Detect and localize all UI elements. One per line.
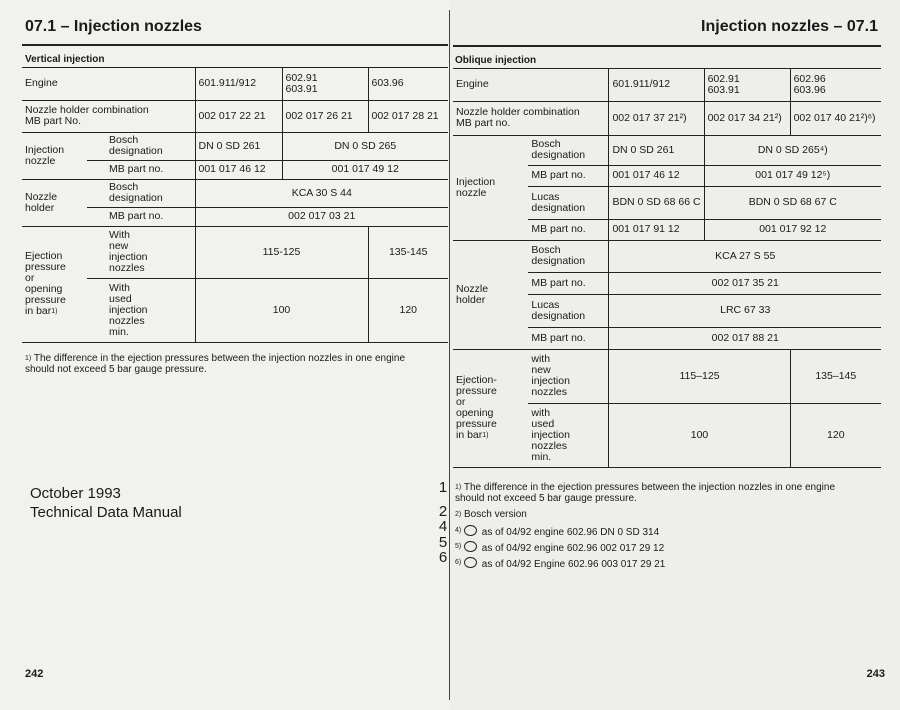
mercedes-benz-logo-icon xyxy=(464,541,477,552)
table-row xyxy=(453,135,881,165)
table-row xyxy=(453,240,881,272)
injection-nozzle-label: Injection nozzle xyxy=(22,132,87,179)
table-cell: DN 0 SD 261 xyxy=(195,132,282,160)
table-cell: BDN 0 SD 68 66 C xyxy=(609,186,704,219)
table-cell: 002 017 88 21 xyxy=(609,327,881,349)
table-cell: 001 017 49 12 xyxy=(282,160,448,179)
table-cell: BDN 0 SD 68 67 C xyxy=(704,186,881,219)
nozzle-holder-label: Nozzle holder xyxy=(453,240,528,349)
mb-part-no-label: MB part no. xyxy=(528,327,609,349)
table-cell: DN 0 SD 265⁴) xyxy=(704,135,881,165)
page-number: 242 xyxy=(25,668,44,680)
engine-value: 601.911/912 xyxy=(195,68,282,100)
table-cell: 002 017 26 21 xyxy=(282,100,368,132)
ejection-pressure-label xyxy=(453,349,528,467)
mercedes-benz-logo-icon xyxy=(464,557,477,568)
footnote-mark: 5) xyxy=(455,543,462,550)
table-cell: DN 0 SD 265 xyxy=(282,132,448,160)
table-row xyxy=(22,226,448,278)
table-cell: 100 xyxy=(609,403,790,467)
table-row xyxy=(22,132,448,160)
footnote xyxy=(455,509,527,520)
table-row xyxy=(453,69,881,101)
footnote-text: The difference in the ejection pressures between the injection nozzles in one engine should not exceed 5 bar gauge pressure. xyxy=(25,353,406,375)
page-title: 07.1 – Injection nozzles xyxy=(25,18,202,35)
footnote xyxy=(455,482,885,504)
footnote-text: Bosch version xyxy=(464,509,527,520)
table-cell: 115-125 xyxy=(195,226,368,278)
page-number: 243 xyxy=(866,668,885,680)
title-rule xyxy=(453,45,881,47)
footnote-ref: 1) xyxy=(51,308,58,315)
footnote xyxy=(455,557,665,570)
engine-label: Engine xyxy=(22,68,195,100)
ejection-pressure-text: Ejection pressure or opening pressure in bar xyxy=(25,250,66,317)
nozzle-holder-combination-label: Nozzle holder combination MB part no. xyxy=(453,101,609,135)
engine-label: Engine xyxy=(453,69,609,101)
mb-part-no-label: MB part no. xyxy=(528,272,609,294)
table-cell: 002 017 03 21 xyxy=(195,207,448,226)
table-row xyxy=(22,68,448,100)
table-cell: 002 017 37 21²) xyxy=(609,101,704,135)
vertical-injection-table xyxy=(22,68,448,343)
table-cell: 135-145 xyxy=(368,226,448,278)
lucas-designation-label: Lucas designation xyxy=(528,294,609,327)
mb-part-no-label: MB part no. xyxy=(87,207,195,226)
title-rule xyxy=(22,44,448,46)
table-cell: 120 xyxy=(368,278,448,342)
oblique-injection-table xyxy=(453,69,881,468)
used-nozzles-label: with used injection nozzles min. xyxy=(528,403,609,467)
ejection-pressure-text: Ejection- pressure or opening pressure in bar xyxy=(456,374,497,441)
bosch-designation-label: Bosch designation xyxy=(528,240,609,272)
table-cell: LRC 67 33 xyxy=(609,294,881,327)
handwritten-number: 1 xyxy=(438,479,448,496)
table-cell: 001 017 49 12⁵) xyxy=(704,165,881,186)
footnote-mark: 1) xyxy=(455,484,462,491)
table-cell: 001 017 46 12 xyxy=(609,165,704,186)
table-cell: 002 017 35 21 xyxy=(609,272,881,294)
table-cell: 001 017 92 12 xyxy=(704,219,881,240)
mercedes-benz-logo-icon xyxy=(464,525,477,536)
footnote-ref: 1) xyxy=(482,432,489,439)
table-cell: 001 017 46 12 xyxy=(195,160,282,179)
handwritten-number: 6 xyxy=(438,549,448,566)
footnote-mark: 1) xyxy=(25,355,32,362)
engine-value: 601.911/912 xyxy=(609,69,704,101)
table-cell: 002 017 34 21²) xyxy=(704,101,790,135)
engine-value: 602.91 603.91 xyxy=(704,69,790,101)
mb-part-no-label: MB part no. xyxy=(528,165,609,186)
section-subtitle: Oblique injection xyxy=(455,55,537,66)
table-cell: DN 0 SD 261 xyxy=(609,135,704,165)
table-cell: KCA 27 S 55 xyxy=(609,240,881,272)
handwritten-number: 5 xyxy=(438,534,448,551)
table-cell: 120 xyxy=(790,403,881,467)
footnote-text: as of 04/92 Engine 602.96 003 017 29 21 xyxy=(481,559,666,570)
footnote-text: as of 04/92 engine 602.96 DN 0 SD 314 xyxy=(481,527,660,538)
injection-nozzle-label: Injection nozzle xyxy=(453,135,528,240)
bosch-designation-label: Bosch designation xyxy=(87,179,195,207)
footnote xyxy=(25,353,445,375)
lucas-designation-label: Lucas designation xyxy=(528,186,609,219)
ejection-pressure-label xyxy=(22,226,87,342)
footnote-text: as of 04/92 engine 602.96 002 017 29 12 xyxy=(481,543,665,554)
new-nozzles-label: with new injection nozzles xyxy=(528,349,609,403)
footnote xyxy=(455,541,664,554)
page-title: Injection nozzles – 07.1 xyxy=(701,18,878,35)
handwritten-number: 4 xyxy=(438,518,448,535)
table-cell: 001 017 91 12 xyxy=(609,219,704,240)
footnote-mark: 6) xyxy=(455,559,462,566)
table-cell: 135–145 xyxy=(790,349,881,403)
mb-part-no-label: MB part no. xyxy=(528,219,609,240)
engine-value: 602.91 603.91 xyxy=(282,68,368,100)
used-nozzles-label: With used injection nozzles min. xyxy=(87,278,195,342)
nozzle-holder-combination-label: Nozzle holder combination MB part No. xyxy=(22,100,195,132)
nozzle-holder-label: Nozzle holder xyxy=(22,179,87,226)
table-cell: 115–125 xyxy=(609,349,790,403)
bosch-designation-label: Bosch designation xyxy=(87,132,195,160)
handwritten-annotation: October 1993 Technical Data Manual xyxy=(30,485,182,521)
engine-value: 602.96 603.96 xyxy=(790,69,881,101)
footnote-mark: 2) xyxy=(455,511,462,518)
table-cell: KCA 30 S 44 xyxy=(195,179,448,207)
table-cell: 002 017 28 21 xyxy=(368,100,448,132)
table-cell: 002 017 22 21 xyxy=(195,100,282,132)
section-subtitle: Vertical injection xyxy=(25,54,105,65)
new-nozzles-label: With new injection nozzles xyxy=(87,226,195,278)
table-row xyxy=(453,101,881,135)
table-row xyxy=(22,100,448,132)
bosch-designation-label: Bosch designation xyxy=(528,135,609,165)
table-row xyxy=(22,179,448,207)
engine-value: 603.96 xyxy=(368,68,448,100)
table-cell: 100 xyxy=(195,278,368,342)
footnote-mark: 4) xyxy=(455,527,462,534)
handwritten-number: 2 xyxy=(438,503,448,520)
table-cell: 002 017 40 21²)⁶) xyxy=(790,101,881,135)
mb-part-no-label: MB part no. xyxy=(87,160,195,179)
footnote xyxy=(455,525,659,538)
footnote-text: The difference in the ejection pressures between the injection nozzles in one engine should not exceed 5 bar gauge pressure. xyxy=(455,482,836,504)
table-row xyxy=(453,349,881,403)
